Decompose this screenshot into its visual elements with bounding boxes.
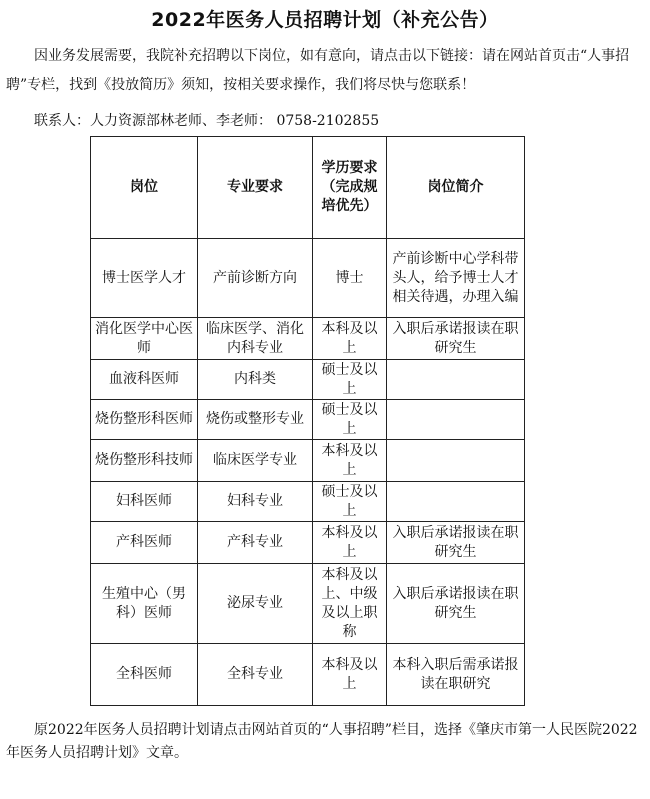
cell-education: 博士 xyxy=(313,239,387,318)
cell-position: 妇科医师 xyxy=(91,482,198,522)
table-row xyxy=(91,440,525,482)
cell-education: 硕士及以上 xyxy=(313,482,387,522)
cell-education: 本科及以上 xyxy=(313,522,387,564)
table-row xyxy=(91,482,525,522)
table-row xyxy=(91,564,525,644)
cell-education: 本科及以上 xyxy=(313,318,387,360)
recruitment-table xyxy=(90,136,525,706)
header-education: 学历要求（完成规培优先） xyxy=(313,137,387,239)
cell-major: 泌尿专业 xyxy=(198,564,313,644)
cell-major: 临床医学、消化内科专业 xyxy=(198,318,313,360)
footer-paragraph: 原2022年医务人员招聘计划请点击网站首页的“人事招聘”栏目，选择《肇庆市第一人民医院2022年医务人员招聘计划》文章。 xyxy=(6,722,638,761)
cell-description xyxy=(387,440,525,482)
cell-position: 烧伤整形科医师 xyxy=(91,400,198,440)
table-row xyxy=(91,400,525,440)
cell-position: 生殖中心（男科）医师 xyxy=(91,564,198,644)
intro-paragraph: 因业务发展需要，我院补充招聘以下岗位，如有意向，请点击以下链接：请在网站首页击“人事招聘”专栏，找到《投放简历》须知，按相关要求操作，我们将尽快与您联系！ xyxy=(6,48,630,93)
cell-description xyxy=(387,400,525,440)
cell-education: 硕士及以上 xyxy=(313,360,387,400)
cell-position: 消化医学中心医师 xyxy=(91,318,198,360)
page-title: 2022年医务人员招聘计划（补充公告） xyxy=(151,9,499,31)
header-position: 岗位 xyxy=(91,137,198,239)
cell-position: 产科医师 xyxy=(91,522,198,564)
cell-description: 本科入职后需承诺报读在职研究 xyxy=(387,644,525,706)
table-header-row xyxy=(91,137,525,239)
table-row xyxy=(91,644,525,706)
contact-line: 联系人：人力资源部林老师、李老师： 0758-2102855 xyxy=(34,113,380,129)
cell-position: 全科医师 xyxy=(91,644,198,706)
cell-description: 产前诊断中心学科带头人，给予博士人才相关待遇，办理入编 xyxy=(387,239,525,318)
cell-education: 硕士及以上 xyxy=(313,400,387,440)
table-row xyxy=(91,318,525,360)
cell-position: 烧伤整形科技师 xyxy=(91,440,198,482)
cell-description xyxy=(387,482,525,522)
cell-major: 全科专业 xyxy=(198,644,313,706)
cell-major: 妇科专业 xyxy=(198,482,313,522)
cell-position: 血液科医师 xyxy=(91,360,198,400)
cell-description: 入职后承诺报读在职研究生 xyxy=(387,522,525,564)
cell-major: 临床医学专业 xyxy=(198,440,313,482)
cell-education: 本科及以上 xyxy=(313,440,387,482)
cell-description xyxy=(387,360,525,400)
cell-major: 内科类 xyxy=(198,360,313,400)
cell-position: 博士医学人才 xyxy=(91,239,198,318)
cell-major: 产前诊断方向 xyxy=(198,239,313,318)
cell-description: 入职后承诺报读在职研究生 xyxy=(387,318,525,360)
table-row xyxy=(91,522,525,564)
cell-education: 本科及以上 xyxy=(313,644,387,706)
cell-description: 入职后承诺报读在职研究生 xyxy=(387,564,525,644)
header-major: 专业要求 xyxy=(198,137,313,239)
cell-major: 烧伤或整形专业 xyxy=(198,400,313,440)
cell-major: 产科专业 xyxy=(198,522,313,564)
table-row xyxy=(91,360,525,400)
table-row xyxy=(91,239,525,318)
header-description: 岗位简介 xyxy=(387,137,525,239)
cell-education: 本科及以上、中级及以上职称 xyxy=(313,564,387,644)
